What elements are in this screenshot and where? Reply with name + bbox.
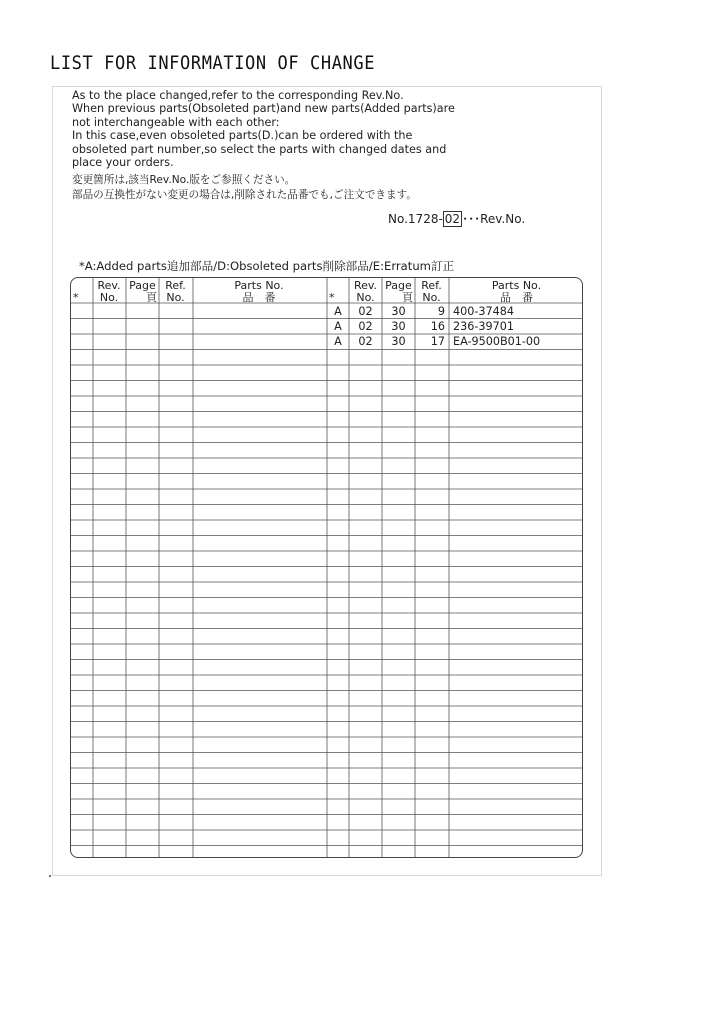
rev-number-suffix: ･･･Rev.No. <box>462 212 526 226</box>
header-ref: Ref. <box>165 279 186 292</box>
jp-line: 変更箇所は,該当Rev.No.版をご参照ください。 <box>72 174 296 186</box>
row-rev: 02 <box>358 335 373 348</box>
rev-number <box>388 210 525 227</box>
rev-number-value: 02 <box>444 212 461 226</box>
row-part: EA-9500B01-00 <box>453 335 541 348</box>
row-type: A <box>334 335 342 348</box>
intro-line: place your orders. <box>72 156 174 170</box>
row-page: 30 <box>391 305 406 318</box>
row-rev: 02 <box>358 305 373 318</box>
intro-line: In this case,even obsoleted parts(D.)can be ordered with the <box>72 129 413 143</box>
row-ref: 9 <box>437 305 445 318</box>
row-part: 400-37484 <box>453 305 514 318</box>
row-rev: 02 <box>358 320 373 333</box>
intro-line: As to the place changed,refer to the corresponding Rev.No. <box>72 89 404 102</box>
jp-line: 部品の互換性がない変更の場合は,削除された品番でも,ご注文できます。 <box>72 188 417 201</box>
header-parts-jp: 品 番 <box>242 291 276 304</box>
row-part: 236-39701 <box>453 320 514 333</box>
header-star: * <box>73 291 79 304</box>
header-star: * <box>329 291 335 304</box>
header-parts-jp: 品 番 <box>500 291 533 304</box>
page-title: LIST FOR INFORMATION OF CHANGE <box>50 52 376 75</box>
intro-line: When previous parts(Obsoleted part)and new parts(Added parts)are <box>72 102 455 116</box>
header-rev-no: No. <box>99 291 119 304</box>
header-page: Page <box>129 279 156 292</box>
row-type: A <box>334 320 342 333</box>
row-ref: 16 <box>430 320 445 333</box>
header-page-jp: 頁 <box>146 291 157 304</box>
header-ref-no: No. <box>166 291 185 304</box>
legend: *A:Added parts追加部品/D:Obsoleted parts削除部品/E:Erratum訂正 <box>79 259 455 273</box>
header-rev: Rev. <box>353 279 378 292</box>
intro-line: not interchangeable with each other: <box>72 115 280 129</box>
header-rev-no: No. <box>356 291 375 304</box>
header-ref: Ref. <box>421 279 442 292</box>
header-parts-no: Parts No. <box>491 279 542 292</box>
table-grid <box>71 278 583 858</box>
row-type: A <box>334 305 342 318</box>
intro-line: obsoleted part number,so select the parts with changed dates and <box>72 142 447 156</box>
header-parts-no: Parts No. <box>234 279 284 292</box>
row-ref: 17 <box>430 335 445 348</box>
row-page: 30 <box>391 320 406 333</box>
header-page: Page <box>385 279 412 292</box>
rev-number-prefix: No.1728- <box>388 212 443 226</box>
header-rev: Rev. <box>97 279 121 292</box>
scan-mark <box>49 875 51 877</box>
header-ref-no: No. <box>422 291 441 304</box>
change-table <box>70 277 583 858</box>
intro-text <box>72 89 592 169</box>
row-page: 30 <box>391 335 406 348</box>
japanese-notes <box>72 173 592 202</box>
header-page-jp: 頁 <box>402 291 413 304</box>
